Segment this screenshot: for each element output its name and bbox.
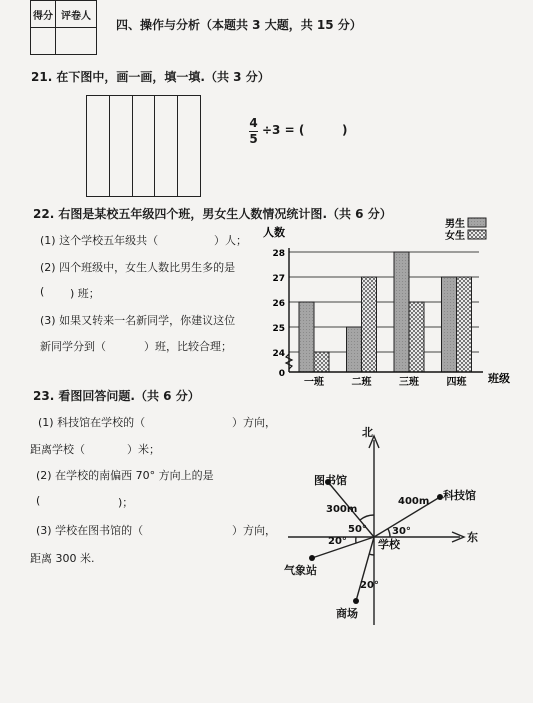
bars <box>299 252 472 372</box>
legend-label: 女生 <box>445 231 465 242</box>
library-angle: 50° <box>348 524 367 535</box>
market-label: 商场 <box>336 607 358 620</box>
score-cell[interactable] <box>31 28 56 55</box>
q22-p3a: (3) 如果又转来一名新同学，你建议这位 <box>40 314 236 327</box>
x-tick-label: 二班 <box>351 377 372 388</box>
bar-boys <box>347 327 362 372</box>
q21-title: 21. 在下图中，画一画，填一填.（共 3 分） <box>31 70 270 84</box>
angle-arc-market <box>369 554 374 555</box>
bar-boys <box>299 302 314 372</box>
grader-label: 评卷人 <box>56 1 97 28</box>
q21-denominator: 5 <box>249 132 258 146</box>
q22-p2a: (2) 四个班级中，女生人数比男生多的是 <box>40 261 236 274</box>
y-tick-label: 0 <box>278 369 285 379</box>
science-label: 科技馆 <box>443 489 476 502</box>
section-title: 四、操作与分析（本题共 3 大题，共 15 分） <box>116 18 362 32</box>
q23-p1a: (1) 科技馆在学校的（ <box>38 416 146 429</box>
q23-p1b: ）方向， <box>232 416 276 429</box>
bar-girls <box>457 277 472 372</box>
weather-point <box>309 555 315 561</box>
q23-p3b: ）方向， <box>232 524 276 537</box>
q23-p1c: 距离学校（ <box>30 443 85 456</box>
east-label: 东 <box>467 531 478 544</box>
q23-p2b[interactable]: ( <box>36 494 41 507</box>
y-tick-label: 24 <box>272 349 285 359</box>
y-tick-label: 28 <box>272 249 285 259</box>
weather-angle: 20° <box>328 536 347 547</box>
north-label: 北 <box>362 426 373 439</box>
market-line <box>356 537 374 601</box>
q22-p3c: ）班，比较合理； <box>144 340 232 353</box>
x-tick-label: 一班 <box>304 377 324 388</box>
q23-title: 23. 看图回答问题.（共 6 分） <box>33 389 200 403</box>
direction-map <box>280 420 533 630</box>
q23-p2a: (2) 在学校的南偏西 70° 方向上的是 <box>36 469 214 482</box>
y-axis-label: 人数 <box>263 226 285 239</box>
score-table <box>30 0 97 55</box>
q21-grid[interactable] <box>86 95 201 197</box>
bar-chart <box>255 212 533 392</box>
q22-p3b: 新同学分到（ <box>40 340 106 353</box>
score-label: 得分 <box>31 1 56 28</box>
bar-boys <box>394 252 409 372</box>
q21-expression: ÷3 = ( <box>262 123 305 137</box>
q22-p2b[interactable]: ( <box>40 285 45 298</box>
school-label: 学校 <box>378 538 400 551</box>
bar-girls <box>362 277 377 372</box>
q21-fraction <box>249 117 258 146</box>
q23-p3a: (3) 学校在图书馆的（ <box>36 524 144 537</box>
angle-arc-library <box>360 515 374 520</box>
bar-girls <box>314 352 329 372</box>
q23-p3c: 距离 300 米. <box>30 552 95 565</box>
legend-swatch <box>468 230 486 239</box>
q22-title: 22. 右图是某校五年级四个班，男女生人数情况统计图.（共 6 分） <box>33 207 392 221</box>
bar-boys <box>442 277 457 372</box>
legend-swatch <box>468 218 486 227</box>
q22-p1b: ）人； <box>214 234 247 247</box>
market-angle: 20° <box>360 580 379 591</box>
q23-p1d: ）米； <box>127 443 160 456</box>
x-axis-label: 班级 <box>488 372 510 385</box>
legend-label: 男生 <box>445 219 465 230</box>
weather-label: 气象站 <box>284 564 317 577</box>
x-tick-label: 四班 <box>446 377 467 388</box>
q22-p1a: (1) 这个学校五年级共（ <box>40 234 159 247</box>
legend <box>445 217 486 242</box>
q21-blank-close[interactable]: ) <box>342 123 348 137</box>
y-tick-label: 26 <box>272 299 285 309</box>
grader-cell[interactable] <box>56 28 97 55</box>
library-distance: 300m <box>326 504 358 515</box>
angle-arc-science <box>388 529 390 537</box>
y-tick-label: 27 <box>272 274 285 284</box>
q21-numerator: 4 <box>249 116 258 130</box>
bar-girls <box>409 302 424 372</box>
q23-p2c: )； <box>118 496 134 509</box>
y-tick-label: 25 <box>272 324 285 334</box>
x-tick-label: 三班 <box>399 377 419 388</box>
market-point <box>353 598 359 604</box>
library-label: 图书馆 <box>314 474 347 487</box>
q22-p2c: ) 班； <box>70 287 100 300</box>
science-distance: 400m <box>398 496 430 507</box>
science-angle: 30° <box>392 526 411 537</box>
